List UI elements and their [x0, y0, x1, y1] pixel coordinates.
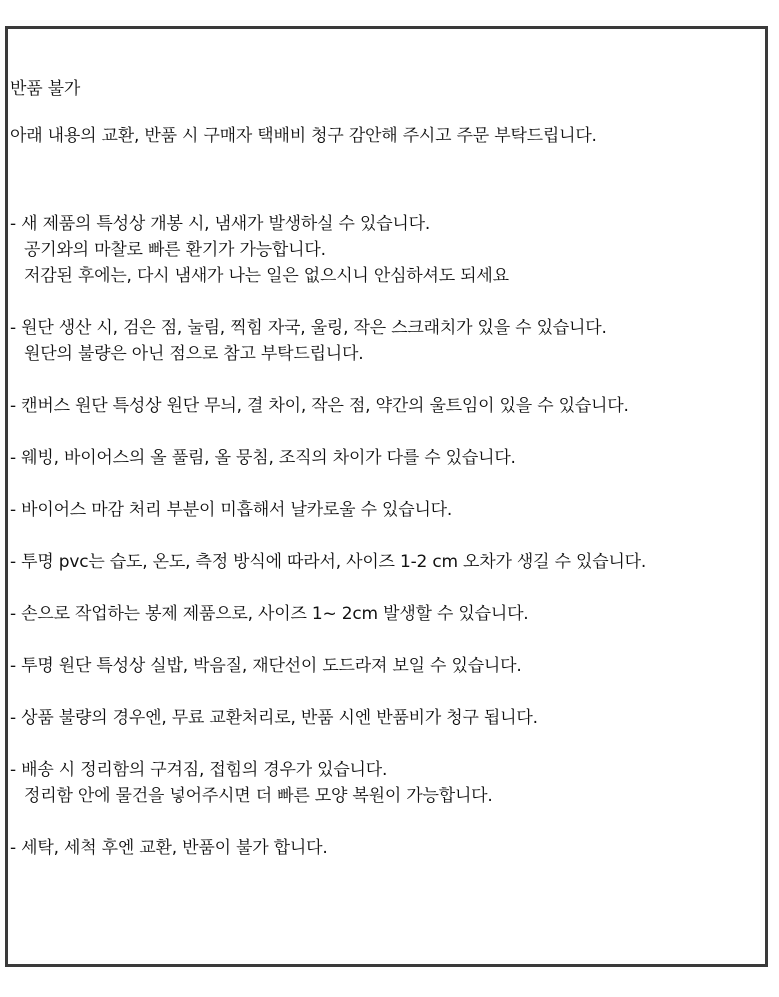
notice-line: - 세탁, 세척 후엔 교환, 반품이 불가 합니다.	[10, 838, 328, 858]
notice-item	[10, 835, 770, 861]
notice-line: 원단의 불량은 아닌 점으로 참고 부탁드립니다.	[24, 344, 364, 364]
notice-line: - 바이어스 마감 처리 부분이 미흡해서 날카로울 수 있습니다.	[10, 500, 453, 520]
notice-line: - 새 제품의 특성상 개봉 시, 냄새가 발생하실 수 있습니다.	[10, 214, 431, 234]
intro-text: 아래 내용의 교환, 반품 시 구매자 택배비 청구 감안해 주시고 주문 부탁드립니다.	[10, 126, 597, 146]
notice-line: - 원단 생산 시, 검은 점, 눌림, 찍힘 자국, 울링, 작은 스크래치가 있을 수 있습니다.	[10, 318, 607, 338]
notice-line: - 웨빙, 바이어스의 올 풀림, 올 뭉침, 조직의 차이가 다를 수 있습니다.	[10, 448, 516, 468]
notice-item	[10, 601, 770, 627]
notice-line: - 투명 원단 특성상 실밥, 박음질, 재단선이 도드라져 보일 수 있습니다.	[10, 656, 522, 676]
notice-line: - 손으로 작업하는 봉제 제품으로, 사이즈 1~ 2cm 발생할 수 있습니다.	[10, 604, 529, 624]
notice-item	[10, 549, 770, 575]
page-title: 반품 불가	[10, 79, 81, 99]
notice-line: 저감된 후에는, 다시 냄새가 나는 일은 없으시니 안심하셔도 되세요	[24, 266, 509, 286]
notice-line: - 캔버스 원단 특성상 원단 무늬, 결 차이, 작은 점, 약간의 울트임이 있을 수 있습니다.	[10, 396, 629, 416]
notice-line: 공기와의 마찰로 빠른 환기가 가능합니다.	[24, 240, 326, 260]
notice-item	[10, 497, 770, 523]
notice-line: - 투명 pvc는 습도, 온도, 측정 방식에 따라서, 사이즈 1-2 cm 오차가 생길 수 있습니다.	[10, 552, 647, 572]
notice-item	[10, 393, 770, 419]
notice-item	[10, 705, 770, 731]
notice-line: 정리함 안에 물건을 넣어주시면 더 빠른 모양 복원이 가능합니다.	[24, 786, 493, 806]
notice-item	[10, 757, 770, 809]
notice-item	[10, 315, 770, 367]
notice-content	[10, 76, 770, 887]
notice-item	[10, 653, 770, 679]
notice-item	[10, 445, 770, 471]
notice-line: - 상품 불량의 경우엔, 무료 교환처리로, 반품 시엔 반품비가 청구 됩니다.	[10, 708, 538, 728]
notice-item	[10, 211, 770, 289]
notice-line: - 배송 시 정리함의 구겨짐, 접힘의 경우가 있습니다.	[10, 760, 388, 780]
